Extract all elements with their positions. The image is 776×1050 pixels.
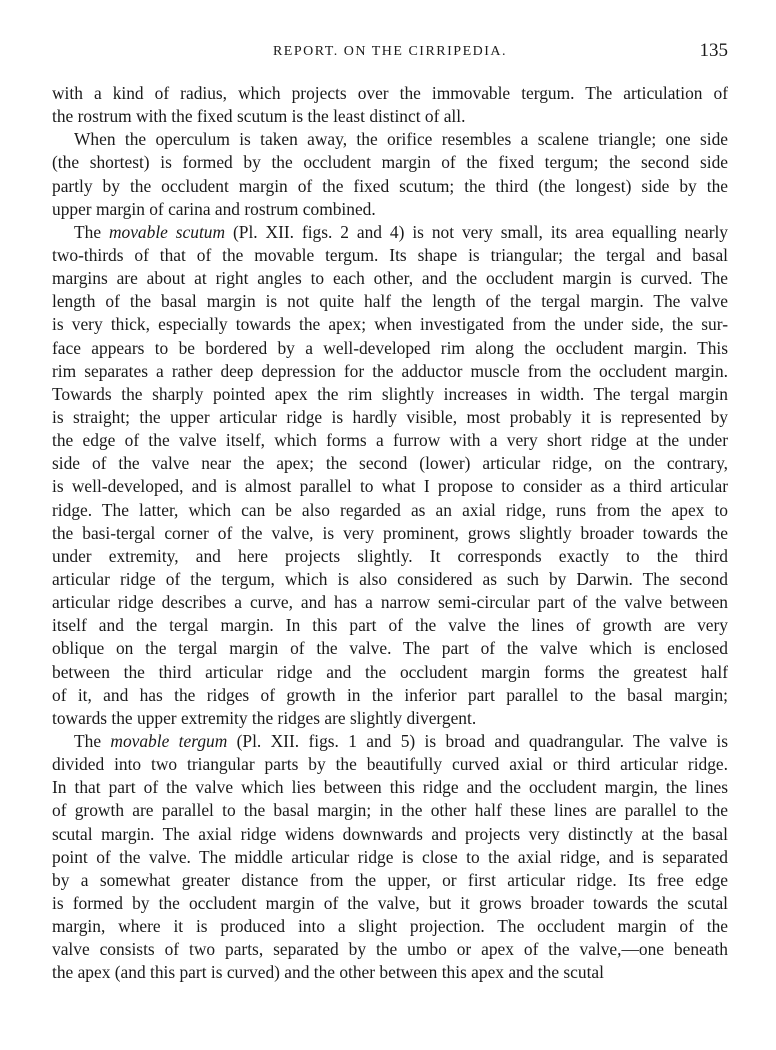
running-title: REPORT. ON THE CIRRIPEDIA. — [272, 44, 508, 59]
text-segment: length of the basal margin is not quite half the length of the tergal margin. The valve — [52, 291, 728, 312]
text-line — [52, 545, 728, 568]
text-line — [52, 244, 728, 267]
text-line — [52, 475, 728, 498]
text-segment: (the shortest) is formed by the occludent margin of the fixed tergum; the second side — [52, 152, 728, 173]
text-segment: the rostrum with the fixed scutum is the least distinct of all. — [52, 106, 466, 127]
text-segment: ridge. The latter, which can be also regarded as an axial ridge, runs from the apex to — [52, 499, 728, 520]
text-line — [52, 776, 728, 799]
text-segment: of it, and has the ridges of growth in the inferior part parallel to the basal margin; — [52, 684, 728, 705]
text-line — [52, 337, 728, 360]
text-line — [52, 175, 728, 198]
text-segment: scutal margin. The axial ridge widens downwards and projects very distinctly at the basal — [52, 823, 728, 844]
paragraph — [52, 128, 728, 221]
text-segment: is very thick, especially towards the apex; when investigated from the under side, the sur- — [52, 314, 728, 335]
text-segment: divided into two triangular parts by the beautifully curved axial or third articular ridge. — [52, 754, 728, 775]
text-line — [52, 846, 728, 869]
text-line — [52, 961, 728, 984]
text-line — [52, 221, 728, 244]
text-segment: of growth are parallel to the basal margin; in the other half these lines are parallel to the — [52, 800, 728, 821]
text-segment: margins are about at right angles to each other, and the occludent margin is curved. The — [52, 268, 728, 289]
paragraph — [52, 730, 728, 985]
text-line — [52, 522, 728, 545]
text-segment: between the third articular ridge and the occludent margin forms the greatest half — [52, 661, 728, 682]
text-line — [52, 499, 728, 522]
text-line — [52, 637, 728, 660]
text-segment: with a kind of radius, which projects over the immovable tergum. The articulation of — [52, 83, 728, 103]
text-line — [52, 614, 728, 637]
text-segment: itself and the tergal margin. In this part of the valve the lines of growth are very — [52, 615, 728, 636]
italic-term: movable scutum — [108, 221, 226, 242]
text-segment: point of the valve. The middle articular ridge is close to the axial ridge, and is separated — [52, 846, 728, 867]
text-line — [52, 591, 728, 614]
text-line — [52, 406, 728, 429]
text-line — [52, 823, 728, 846]
text-segment: margin, where it is produced into a slight projection. The occludent margin of the — [52, 916, 728, 937]
text-segment: rim separates a rather deep depression for the adductor muscle from the occludent margin. — [52, 360, 728, 381]
text-segment: upper margin of carina and rostrum combined. — [52, 198, 376, 219]
text-line — [52, 290, 728, 313]
text-line — [52, 313, 728, 336]
italic-term: movable tergum — [110, 730, 228, 751]
text-line — [52, 429, 728, 452]
text-line — [52, 105, 728, 128]
page-header — [52, 40, 728, 64]
text-segment: oblique on the tergal margin of the valve. The part of the valve which is enclosed — [52, 638, 728, 659]
text-segment: The — [74, 221, 109, 242]
text-line — [52, 799, 728, 822]
text-segment: the basi-tergal corner of the valve, is very prominent, grows slightly broader towards the — [52, 522, 728, 543]
text-line — [52, 892, 728, 915]
text-line — [52, 730, 728, 753]
text-segment: Towards the sharply pointed apex the rim slightly increases in width. The tergal margin — [52, 383, 728, 404]
text-segment: partly by the occludent margin of the fixed scutum; the third (the longest) side by the — [52, 175, 728, 196]
text-segment: the edge of the valve itself, which forms a furrow with a very short ridge at the under — [52, 430, 728, 451]
text-line — [52, 383, 728, 406]
text-segment: When the operculum is taken away, the orifice resembles a scalene triangle; one side — [74, 129, 728, 150]
text-line — [52, 753, 728, 776]
text-segment: (Pl. XII. figs. 2 and 4) is not very small, its area equalling nearly — [225, 221, 728, 242]
paragraph — [52, 82, 728, 128]
text-line — [52, 360, 728, 383]
text-line — [52, 452, 728, 475]
text-line — [52, 198, 728, 221]
text-segment: side of the valve near the apex; the second (lower) articular ridge, on the contrary, — [52, 453, 728, 474]
text-segment: In that part of the valve which lies between this ridge and the occludent margin, the lines — [52, 777, 728, 798]
text-line — [52, 82, 728, 105]
body-text — [52, 82, 728, 984]
text-line — [52, 938, 728, 961]
page-number: 135 — [699, 40, 728, 61]
text-line — [52, 568, 728, 591]
text-segment: under extremity, and here projects slightly. It corresponds exactly to the third — [52, 545, 728, 566]
text-segment: towards the upper extremity the ridges are slightly divergent. — [52, 707, 477, 728]
text-line — [52, 707, 728, 730]
text-segment: the apex (and this part is curved) and the other between this apex and the scutal — [52, 962, 604, 983]
text-segment: The — [74, 730, 111, 751]
text-segment: valve consists of two parts, separated by the umbo or apex of the valve,—one beneath — [52, 939, 728, 960]
text-line — [52, 267, 728, 290]
text-line — [52, 869, 728, 892]
text-segment: is straight; the upper articular ridge is hardly visible, most probably it is represented by — [52, 406, 728, 427]
text-segment: by a somewhat greater distance from the upper, or first articular ridge. Its free edge — [52, 869, 728, 890]
text-line — [52, 151, 728, 174]
text-segment: articular ridge describes a curve, and has a narrow semi-circular part of the valve between — [52, 592, 728, 613]
text-segment: two-thirds of that of the movable tergum. Its shape is triangular; the tergal and basal — [52, 244, 728, 265]
text-line — [52, 684, 728, 707]
text-segment: face appears to be bordered by a well-developed rim along the occludent margin. This — [52, 337, 728, 358]
text-segment: is formed by the occludent margin of the valve, but it grows broader towards the scutal — [52, 892, 728, 913]
text-line — [52, 915, 728, 938]
text-segment: is well-developed, and is almost parallel to what I propose to consider as a third articular — [52, 476, 728, 497]
text-line — [52, 128, 728, 151]
text-line — [52, 661, 728, 684]
text-segment: articular ridge of the tergum, which is also considered as such by Darwin. The second — [52, 568, 728, 589]
paragraph — [52, 221, 728, 730]
text-segment: (Pl. XII. figs. 1 and 5) is broad and quadrangular. The valve is — [227, 730, 728, 751]
